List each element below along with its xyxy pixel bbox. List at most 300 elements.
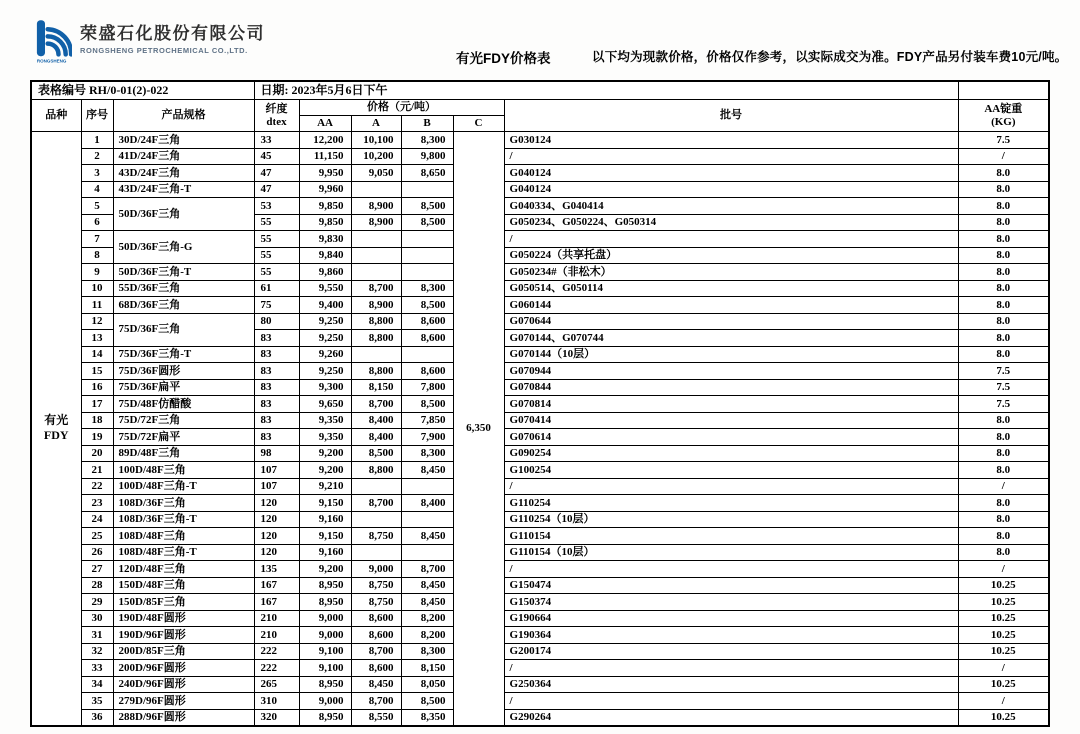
cell-batch-no: G200174 <box>504 643 958 660</box>
cell-price-aa: 9,350 <box>299 412 351 429</box>
cell-serial-no: 7 <box>81 231 113 248</box>
cell-serial-no: 17 <box>81 396 113 413</box>
cell-aa-weight: 8.0 <box>958 511 1049 528</box>
cell-dtex: 222 <box>254 660 299 677</box>
cell-batch-no: G110254（10层） <box>504 511 958 528</box>
cell-serial-no: 28 <box>81 577 113 594</box>
cell-batch-no: G250364 <box>504 676 958 693</box>
col-header-dtex <box>254 100 299 132</box>
cell-serial-no: 36 <box>81 709 113 726</box>
cell-aa-weight: 10.25 <box>958 594 1049 611</box>
cell-price-aa: 9,350 <box>299 429 351 446</box>
cell-price-aa: 11,150 <box>299 148 351 165</box>
table-row <box>31 412 1049 429</box>
cell-product-spec: 43D/24F三角-T <box>113 181 254 198</box>
cell-product-spec: 100D/48F三角-T <box>113 478 254 495</box>
cell-aa-weight: 8.0 <box>958 313 1049 330</box>
table-row <box>31 198 1049 215</box>
cell-price-b: 8,200 <box>401 610 453 627</box>
cell-batch-no: G110254 <box>504 495 958 512</box>
cell-price-b: 8,700 <box>401 561 453 578</box>
cell-price-a <box>351 511 401 528</box>
cell-price-b: 8,600 <box>401 313 453 330</box>
cell-price-b: 8,300 <box>401 445 453 462</box>
table-row <box>31 132 1049 149</box>
cell-batch-no: / <box>504 231 958 248</box>
table-row <box>31 643 1049 660</box>
cell-product-spec: 100D/48F三角 <box>113 462 254 479</box>
cell-batch-no: G050224（共享托盘） <box>504 247 958 264</box>
cell-dtex: 310 <box>254 693 299 710</box>
table-row <box>31 577 1049 594</box>
cell-batch-no: G190664 <box>504 610 958 627</box>
cell-aa-weight: 7.5 <box>958 363 1049 380</box>
cell-price-b: 8,500 <box>401 297 453 314</box>
col-header-no: 序号 <box>81 100 113 132</box>
cell-batch-no: G050514、G050114 <box>504 280 958 297</box>
cell-price-a: 8,750 <box>351 528 401 545</box>
cell-dtex: 135 <box>254 561 299 578</box>
cell-product-spec: 288D/96F圆形 <box>113 709 254 726</box>
cell-batch-no: G040124 <box>504 165 958 182</box>
cell-price-b: 8,300 <box>401 643 453 660</box>
table-row <box>31 181 1049 198</box>
cell-serial-no: 11 <box>81 297 113 314</box>
cell-serial-no: 35 <box>81 693 113 710</box>
table-row <box>31 264 1049 281</box>
cell-product-spec: 50D/36F三角-G <box>113 231 254 264</box>
cell-serial-no: 6 <box>81 214 113 231</box>
cell-serial-no: 31 <box>81 627 113 644</box>
table-row <box>31 544 1049 561</box>
cell-serial-no: 23 <box>81 495 113 512</box>
cell-aa-weight: 8.0 <box>958 429 1049 446</box>
col-header-price: 价格（元/吨） <box>299 100 504 116</box>
cell-price-aa: 8,950 <box>299 577 351 594</box>
cell-serial-no: 30 <box>81 610 113 627</box>
cell-batch-no: G060144 <box>504 297 958 314</box>
cell-price-b: 8,450 <box>401 577 453 594</box>
cell-serial-no: 18 <box>81 412 113 429</box>
cell-aa-weight: 10.25 <box>958 577 1049 594</box>
cell-serial-no: 27 <box>81 561 113 578</box>
header-row-groups <box>31 100 1049 116</box>
cell-aa-weight: 8.0 <box>958 247 1049 264</box>
cell-price-aa: 8,950 <box>299 594 351 611</box>
cell-price-a: 8,800 <box>351 363 401 380</box>
cell-dtex: 55 <box>254 264 299 281</box>
cell-aa-weight: 8.0 <box>958 330 1049 347</box>
cell-product-spec: 108D/48F三角 <box>113 528 254 545</box>
col-header-grade-aa: AA <box>299 116 351 132</box>
table-row <box>31 660 1049 677</box>
cell-dtex: 265 <box>254 676 299 693</box>
cell-product-spec: 108D/48F三角-T <box>113 544 254 561</box>
cell-price-aa: 9,400 <box>299 297 351 314</box>
cell-dtex: 80 <box>254 313 299 330</box>
variety-cell <box>31 132 81 726</box>
cell-price-a: 8,700 <box>351 693 401 710</box>
cell-batch-no: / <box>504 660 958 677</box>
table-row <box>31 297 1049 314</box>
cell-price-a: 8,500 <box>351 445 401 462</box>
cell-product-spec: 150D/85F三角 <box>113 594 254 611</box>
cell-serial-no: 12 <box>81 313 113 330</box>
price-table <box>30 80 1050 727</box>
cell-batch-no: G050234、G050224、G050314 <box>504 214 958 231</box>
table-row <box>31 280 1049 297</box>
cell-product-spec: 120D/48F三角 <box>113 561 254 578</box>
cell-price-a: 8,600 <box>351 610 401 627</box>
cell-product-spec: 75D/48F仿醋酸 <box>113 396 254 413</box>
cell-aa-weight: / <box>958 561 1049 578</box>
cell-price-a: 8,750 <box>351 577 401 594</box>
cell-price-b: 8,500 <box>401 693 453 710</box>
cell-dtex: 120 <box>254 495 299 512</box>
cell-price-aa: 9,250 <box>299 330 351 347</box>
cell-serial-no: 13 <box>81 330 113 347</box>
cell-aa-weight: 8.0 <box>958 214 1049 231</box>
cell-dtex: 83 <box>254 396 299 413</box>
cell-dtex: 33 <box>254 132 299 149</box>
cell-batch-no: G110154（10层） <box>504 544 958 561</box>
cell-aa-weight: / <box>958 660 1049 677</box>
cell-price-b <box>401 231 453 248</box>
cell-price-aa: 9,000 <box>299 610 351 627</box>
cell-product-spec: 150D/48F三角 <box>113 577 254 594</box>
cell-price-a <box>351 264 401 281</box>
cell-batch-no: G290264 <box>504 709 958 726</box>
col-header-spec: 产品规格 <box>113 100 254 132</box>
cell-serial-no: 2 <box>81 148 113 165</box>
cell-price-b: 8,350 <box>401 709 453 726</box>
col-header-batch: 批号 <box>504 100 958 132</box>
cell-price-a: 8,700 <box>351 396 401 413</box>
cell-dtex: 83 <box>254 330 299 347</box>
cell-price-a <box>351 544 401 561</box>
cell-price-aa: 9,250 <box>299 313 351 330</box>
cell-product-spec: 68D/36F三角 <box>113 297 254 314</box>
cell-price-b: 8,050 <box>401 676 453 693</box>
cell-price-aa: 9,200 <box>299 445 351 462</box>
table-row <box>31 561 1049 578</box>
cell-price-b: 9,800 <box>401 148 453 165</box>
cell-aa-weight: / <box>958 478 1049 495</box>
cell-price-b: 8,400 <box>401 495 453 512</box>
cell-price-b <box>401 247 453 264</box>
cell-price-a: 8,900 <box>351 297 401 314</box>
cell-price-aa: 9,200 <box>299 561 351 578</box>
cell-dtex: 83 <box>254 379 299 396</box>
cell-price-aa: 9,200 <box>299 462 351 479</box>
cell-price-a: 8,800 <box>351 462 401 479</box>
cell-dtex: 320 <box>254 709 299 726</box>
cell-aa-weight: / <box>958 148 1049 165</box>
company-name-block <box>80 25 265 55</box>
cell-serial-no: 24 <box>81 511 113 528</box>
cell-price-a <box>351 231 401 248</box>
cell-price-b <box>401 181 453 198</box>
cell-product-spec: 55D/36F三角 <box>113 280 254 297</box>
cell-price-a: 9,050 <box>351 165 401 182</box>
cell-aa-weight: 10.25 <box>958 627 1049 644</box>
cell-price-b: 8,600 <box>401 330 453 347</box>
cell-batch-no: G040124 <box>504 181 958 198</box>
cell-price-a: 8,400 <box>351 412 401 429</box>
table-row <box>31 313 1049 330</box>
cell-price-aa: 9,850 <box>299 214 351 231</box>
cell-price-b: 8,200 <box>401 627 453 644</box>
cell-serial-no: 1 <box>81 132 113 149</box>
cell-product-spec: 43D/24F三角 <box>113 165 254 182</box>
cell-dtex: 47 <box>254 181 299 198</box>
cell-price-a: 8,700 <box>351 495 401 512</box>
cell-batch-no: / <box>504 693 958 710</box>
table-row <box>31 627 1049 644</box>
cell-dtex: 45 <box>254 148 299 165</box>
cell-aa-weight: 8.0 <box>958 346 1049 363</box>
cell-price-b: 8,650 <box>401 165 453 182</box>
cell-batch-no: G090254 <box>504 445 958 462</box>
cell-price-b: 7,900 <box>401 429 453 446</box>
cell-price-aa: 9,830 <box>299 231 351 248</box>
col-header-grade-a: A <box>351 116 401 132</box>
cell-serial-no: 21 <box>81 462 113 479</box>
cell-price-aa: 9,250 <box>299 363 351 380</box>
cell-batch-no: G070944 <box>504 363 958 380</box>
company-name-en: RONGSHENG PETROCHEMICAL CO.,LTD. <box>80 45 248 55</box>
cell-serial-no: 33 <box>81 660 113 677</box>
cell-serial-no: 8 <box>81 247 113 264</box>
cell-batch-no: G070844 <box>504 379 958 396</box>
dtex-header-line2: dtex <box>266 115 287 128</box>
cell-product-spec: 41D/24F三角 <box>113 148 254 165</box>
table-row <box>31 693 1049 710</box>
cell-batch-no: G070644 <box>504 313 958 330</box>
cell-product-spec: 75D/36F三角 <box>113 313 254 346</box>
cell-serial-no: 25 <box>81 528 113 545</box>
cell-dtex: 55 <box>254 231 299 248</box>
cell-price-a <box>351 478 401 495</box>
cell-price-b: 8,600 <box>401 363 453 380</box>
cell-aa-weight: 8.0 <box>958 231 1049 248</box>
cell-price-aa: 9,840 <box>299 247 351 264</box>
cell-product-spec: 75D/36F扁平 <box>113 379 254 396</box>
cell-aa-weight: 10.25 <box>958 643 1049 660</box>
form-number: 表格编号 RH/0-01(2)-022 <box>31 81 254 100</box>
cell-price-aa: 9,860 <box>299 264 351 281</box>
cell-dtex: 83 <box>254 363 299 380</box>
cell-price-a: 8,150 <box>351 379 401 396</box>
cell-batch-no: G100254 <box>504 462 958 479</box>
cell-price-b: 8,450 <box>401 594 453 611</box>
table-row <box>31 445 1049 462</box>
cell-price-aa: 9,160 <box>299 511 351 528</box>
cell-price-aa: 9,100 <box>299 643 351 660</box>
cell-serial-no: 5 <box>81 198 113 215</box>
col-header-grade-b: B <box>401 116 453 132</box>
cell-dtex: 120 <box>254 528 299 545</box>
cell-batch-no: G070144、G070744 <box>504 330 958 347</box>
cell-price-aa: 9,160 <box>299 544 351 561</box>
cell-batch-no: G110154 <box>504 528 958 545</box>
cell-price-aa: 9,550 <box>299 280 351 297</box>
cell-price-aa: 9,960 <box>299 181 351 198</box>
cell-dtex: 210 <box>254 610 299 627</box>
table-row <box>31 346 1049 363</box>
cell-aa-weight: 8.0 <box>958 412 1049 429</box>
cell-product-spec: 240D/96F圆形 <box>113 676 254 693</box>
meta-empty-cell <box>958 81 1049 100</box>
cell-batch-no: G070414 <box>504 412 958 429</box>
cell-dtex: 75 <box>254 297 299 314</box>
cell-dtex: 83 <box>254 346 299 363</box>
cell-price-aa: 9,150 <box>299 495 351 512</box>
cell-product-spec: 75D/36F三角-T <box>113 346 254 363</box>
rongsheng-logo-icon <box>36 14 72 66</box>
cell-price-a <box>351 346 401 363</box>
cell-serial-no: 26 <box>81 544 113 561</box>
cell-aa-weight: 10.25 <box>958 610 1049 627</box>
table-row <box>31 148 1049 165</box>
cell-serial-no: 16 <box>81 379 113 396</box>
cell-product-spec: 200D/96F圆形 <box>113 660 254 677</box>
cell-aa-weight: / <box>958 693 1049 710</box>
cell-price-aa: 9,950 <box>299 165 351 182</box>
cell-dtex: 167 <box>254 577 299 594</box>
cell-aa-weight: 8.0 <box>958 181 1049 198</box>
cell-aa-weight: 8.0 <box>958 445 1049 462</box>
table-row <box>31 396 1049 413</box>
cell-price-aa: 9,210 <box>299 478 351 495</box>
table-meta-row <box>31 81 1049 100</box>
cell-price-aa: 9,150 <box>299 528 351 545</box>
cell-dtex: 55 <box>254 247 299 264</box>
cell-price-a: 10,200 <box>351 148 401 165</box>
company-name-cn: 荣盛石化股份有限公司 <box>80 24 265 44</box>
cell-serial-no: 4 <box>81 181 113 198</box>
date-label: 日期: 2023年5月6日下午 <box>254 81 958 100</box>
cell-dtex: 61 <box>254 280 299 297</box>
cell-batch-no: G150374 <box>504 594 958 611</box>
table-row <box>31 379 1049 396</box>
cell-dtex: 210 <box>254 627 299 644</box>
cell-price-a: 8,750 <box>351 594 401 611</box>
cell-aa-weight: 8.0 <box>958 297 1049 314</box>
cell-dtex: 47 <box>254 165 299 182</box>
cell-batch-no: G070614 <box>504 429 958 446</box>
cell-batch-no: G190364 <box>504 627 958 644</box>
cell-price-a: 8,450 <box>351 676 401 693</box>
cell-price-b <box>401 511 453 528</box>
cell-price-b <box>401 264 453 281</box>
page-header <box>0 0 1080 80</box>
cell-price-aa: 9,100 <box>299 660 351 677</box>
logo-brand-text: RONGSHENG <box>36 58 67 64</box>
col-header-variety: 品种 <box>31 100 81 132</box>
cell-price-a: 10,100 <box>351 132 401 149</box>
cell-dtex: 53 <box>254 198 299 215</box>
cell-serial-no: 32 <box>81 643 113 660</box>
cell-batch-no: G030124 <box>504 132 958 149</box>
table-row <box>31 528 1049 545</box>
table-row <box>31 676 1049 693</box>
cell-dtex: 222 <box>254 643 299 660</box>
cell-price-b: 8,300 <box>401 280 453 297</box>
cell-price-aa: 9,650 <box>299 396 351 413</box>
document-title: 有光FDY价格表 <box>456 51 551 66</box>
cell-serial-no: 19 <box>81 429 113 446</box>
cell-serial-no: 34 <box>81 676 113 693</box>
table-row <box>31 363 1049 380</box>
cell-serial-no: 10 <box>81 280 113 297</box>
cell-price-aa: 8,950 <box>299 709 351 726</box>
cell-price-aa: 8,950 <box>299 676 351 693</box>
cell-aa-weight: 7.5 <box>958 396 1049 413</box>
cell-price-aa: 9,260 <box>299 346 351 363</box>
cell-price-a: 8,800 <box>351 330 401 347</box>
cell-price-a <box>351 247 401 264</box>
cell-price-a: 9,000 <box>351 561 401 578</box>
cell-aa-weight: 8.0 <box>958 528 1049 545</box>
cell-aa-weight: 8.0 <box>958 280 1049 297</box>
cell-batch-no: G050234#（非松木） <box>504 264 958 281</box>
cell-product-spec: 89D/48F三角 <box>113 445 254 462</box>
cell-price-aa: 9,300 <box>299 379 351 396</box>
cell-dtex: 120 <box>254 511 299 528</box>
cell-price-b: 8,150 <box>401 660 453 677</box>
table-row <box>31 594 1049 611</box>
cell-serial-no: 29 <box>81 594 113 611</box>
cell-serial-no: 15 <box>81 363 113 380</box>
cell-product-spec: 75D/36F圆形 <box>113 363 254 380</box>
cell-serial-no: 20 <box>81 445 113 462</box>
cell-dtex: 83 <box>254 412 299 429</box>
cell-product-spec: 75D/72F扁平 <box>113 429 254 446</box>
cell-aa-weight: 8.0 <box>958 198 1049 215</box>
cell-aa-weight: 7.5 <box>958 379 1049 396</box>
cell-price-aa: 9,850 <box>299 198 351 215</box>
cell-aa-weight: 10.25 <box>958 676 1049 693</box>
cell-dtex: 107 <box>254 462 299 479</box>
cell-price-a: 8,800 <box>351 313 401 330</box>
cell-price-b: 7,800 <box>401 379 453 396</box>
cell-dtex: 107 <box>254 478 299 495</box>
cell-batch-no: G040334、G040414 <box>504 198 958 215</box>
cell-serial-no: 22 <box>81 478 113 495</box>
cell-dtex: 83 <box>254 429 299 446</box>
cell-product-spec: 279D/96F圆形 <box>113 693 254 710</box>
variety-line2: FDY <box>43 428 69 443</box>
cell-product-spec: 108D/36F三角 <box>113 495 254 512</box>
cell-price-aa: 9,000 <box>299 627 351 644</box>
cell-price-a <box>351 181 401 198</box>
cell-dtex: 98 <box>254 445 299 462</box>
table-row <box>31 429 1049 446</box>
cell-price-b: 8,500 <box>401 214 453 231</box>
cell-dtex: 55 <box>254 214 299 231</box>
cell-price-aa: 9,000 <box>299 693 351 710</box>
cell-price-b: 8,500 <box>401 198 453 215</box>
cell-batch-no: G070814 <box>504 396 958 413</box>
table-row <box>31 478 1049 495</box>
cell-batch-no: G150474 <box>504 577 958 594</box>
cell-product-spec: 30D/24F三角 <box>113 132 254 149</box>
cell-aa-weight: 8.0 <box>958 544 1049 561</box>
cell-product-spec: 108D/36F三角-T <box>113 511 254 528</box>
cell-price-a: 8,550 <box>351 709 401 726</box>
price-c-merged-cell: 6,350 <box>453 132 504 726</box>
